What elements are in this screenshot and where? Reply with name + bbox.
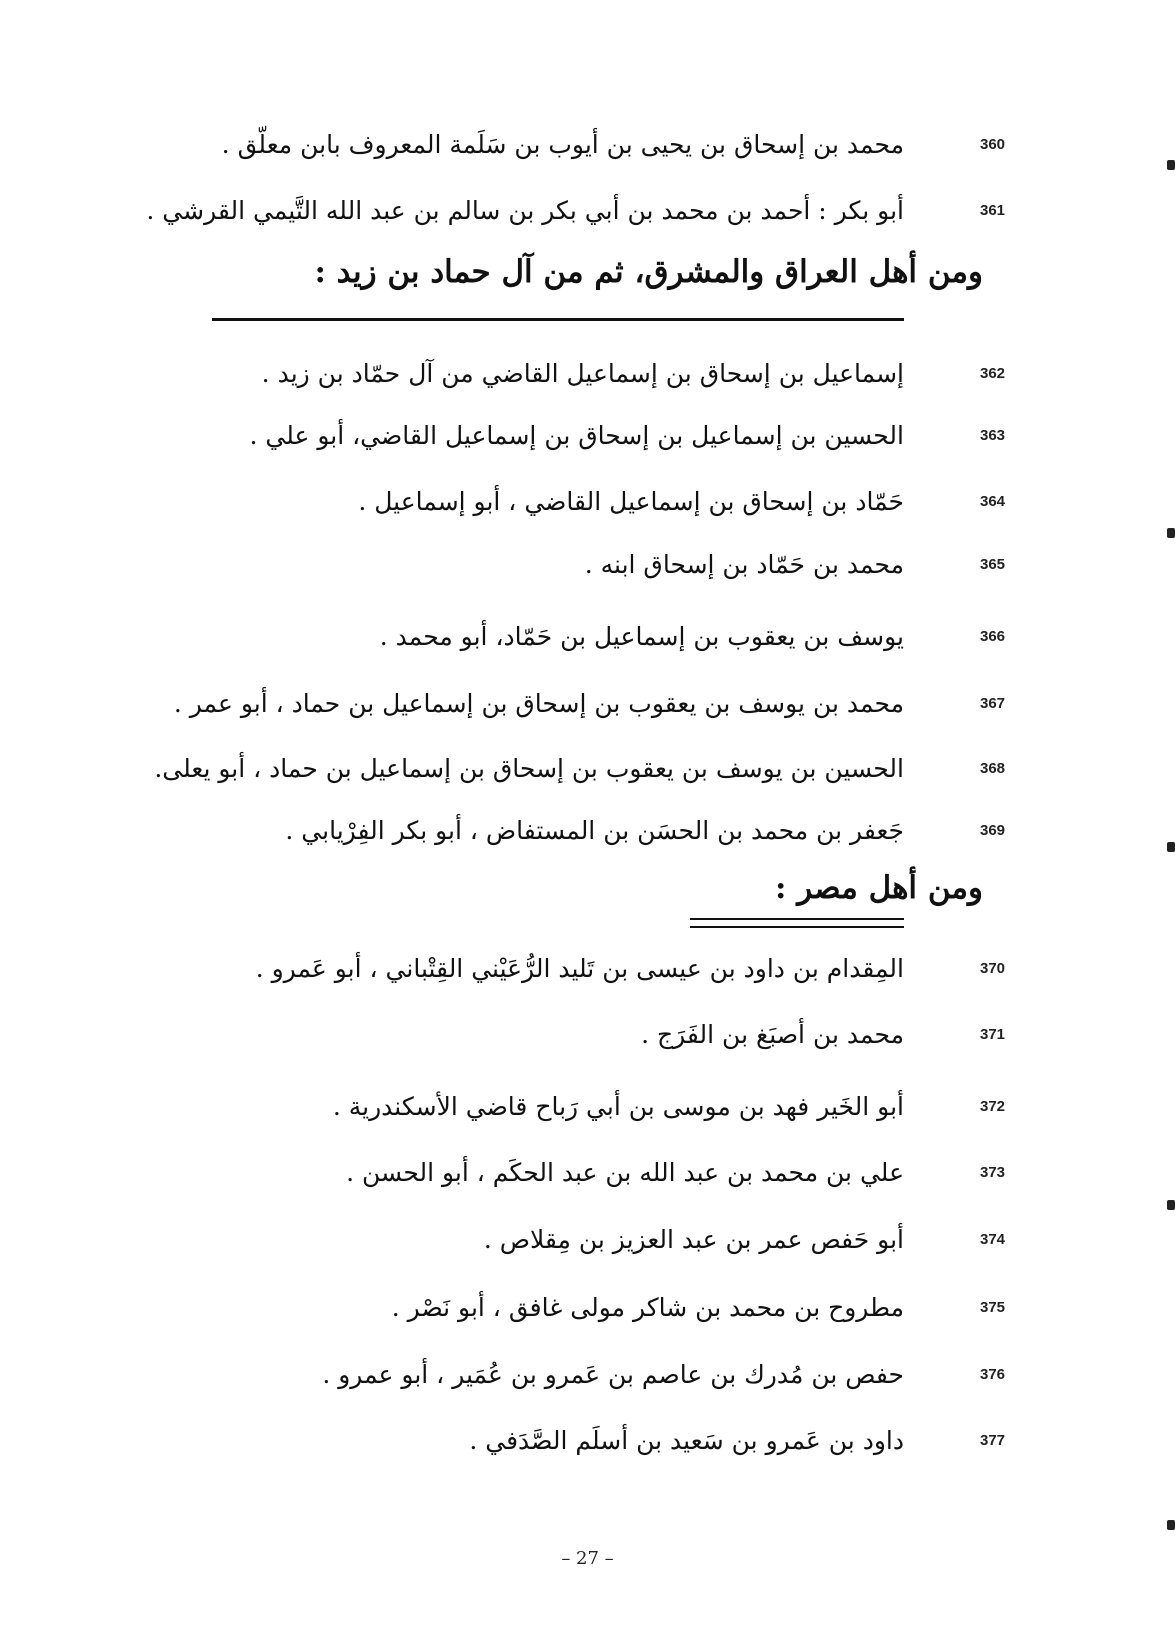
entry-row	[96, 536, 1096, 592]
entry-number: 360	[980, 135, 1006, 153]
entry-number: 371	[980, 1025, 1006, 1043]
scan-edge-mark	[1167, 160, 1175, 170]
section-heading-egypt: ومن أهل مصر :	[774, 870, 983, 906]
entry-number: 374	[980, 1230, 1006, 1248]
entry-row	[96, 182, 1096, 238]
heading-underline	[690, 926, 904, 928]
entry-row	[96, 1346, 1096, 1402]
entry-number: 368	[980, 759, 1006, 777]
entry-row	[96, 802, 1096, 858]
entry-number: 375	[980, 1298, 1006, 1316]
entry-text: مطروح بن محمد بن شاكر مولى غافق ، أبو نَصْر .	[391, 1292, 904, 1322]
entry-number: 372	[980, 1097, 1006, 1115]
entry-row	[96, 1211, 1096, 1267]
entry-number: 364	[980, 492, 1006, 510]
entry-row	[96, 116, 1096, 172]
scan-edge-mark	[1167, 1520, 1175, 1530]
entry-number: 367	[980, 694, 1006, 712]
entry-text: علي بن محمد بن عبد الله بن عبد الحكَم ، أبو الحسن .	[346, 1157, 904, 1187]
scan-edge-mark	[1167, 1200, 1175, 1210]
entry-text: داود بن عَمرو بن سَعيد بن أسلَم الصَّدَفي .	[469, 1425, 904, 1455]
entry-row	[96, 1078, 1096, 1134]
entry-row	[96, 675, 1096, 731]
entry-number: 377	[980, 1431, 1006, 1449]
entry-number: 366	[980, 627, 1006, 645]
entry-row	[96, 1412, 1096, 1468]
entry-text: أبو بكر : أحمد بن محمد بن أبي بكر بن سالم بن عبد الله التَّيمي القرشي .	[146, 195, 904, 225]
entry-row	[96, 345, 1096, 401]
entry-row	[96, 407, 1096, 463]
entry-number: 369	[980, 821, 1006, 839]
entry-number: 365	[980, 555, 1006, 573]
entry-number: 362	[980, 364, 1006, 382]
entry-text: حَمّاد بن إسحاق بن إسماعيل القاضي ، أبو إسماعيل .	[358, 486, 904, 516]
entry-text: الحسين بن إسماعيل بن إسحاق بن إسماعيل القاضي، أبو علي .	[249, 420, 904, 450]
entry-text: أبو حَفص عمر بن عبد العزيز بن مِقلاص .	[483, 1224, 904, 1254]
entry-number: 373	[980, 1163, 1006, 1181]
entry-row	[96, 740, 1096, 796]
page-number: – 27 –	[561, 1548, 614, 1569]
entry-text: جَعفر بن محمد بن الحسَن بن المستفاض ، أبو بكر الفِرْيابي .	[285, 815, 904, 845]
entry-number: 370	[980, 959, 1006, 977]
entry-text: محمد بن إسحاق بن يحيى بن أيوب بن سَلَمة المعروف بابن معلّق .	[221, 129, 904, 159]
entry-text: حفص بن مُدرك بن عاصم بن عَمرو بن عُمَير ، أبو عمرو .	[322, 1359, 904, 1389]
entry-number: 376	[980, 1365, 1006, 1383]
heading-underline	[212, 318, 904, 321]
entry-text: إسماعيل بن إسحاق بن إسماعيل القاضي من آل حمّاد بن زيد .	[261, 358, 904, 388]
entry-text: المِقدام بن داود بن عيسى بن تَليد الرُّعَيْني القِتْباني ، أبو عَمرو .	[255, 953, 904, 983]
scan-edge-mark	[1167, 842, 1175, 852]
entry-text: الحسين بن يوسف بن يعقوب بن إسحاق بن إسماعيل بن حماد ، أبو يعلى.	[154, 753, 904, 783]
entry-text: محمد بن حَمّاد بن إسحاق ابنه .	[584, 549, 904, 579]
scan-edge-mark	[1167, 528, 1175, 538]
heading-underline	[690, 918, 904, 920]
entry-text: أبو الخَير فهد بن موسى بن أبي رَباح قاضي الأسكندرية .	[332, 1091, 904, 1121]
section-heading-iraq: ومن أهل العراق والمشرق، ثم من آل حماد بن زيد :	[314, 254, 983, 290]
entry-number: 361	[980, 201, 1006, 219]
entry-row	[96, 473, 1096, 529]
entry-text: محمد بن يوسف بن يعقوب بن إسحاق بن إسماعيل بن حماد ، أبو عمر .	[173, 688, 904, 718]
entry-row	[96, 1279, 1096, 1335]
entry-row	[96, 608, 1096, 664]
entry-number: 363	[980, 426, 1006, 444]
entry-text: يوسف بن يعقوب بن إسماعيل بن حَمّاد، أبو محمد .	[379, 621, 904, 651]
entry-row	[96, 1144, 1096, 1200]
entry-text: محمد بن أصبَغ بن الفَرَج .	[641, 1019, 904, 1049]
entry-row	[96, 940, 1096, 996]
entry-row	[96, 1006, 1096, 1062]
